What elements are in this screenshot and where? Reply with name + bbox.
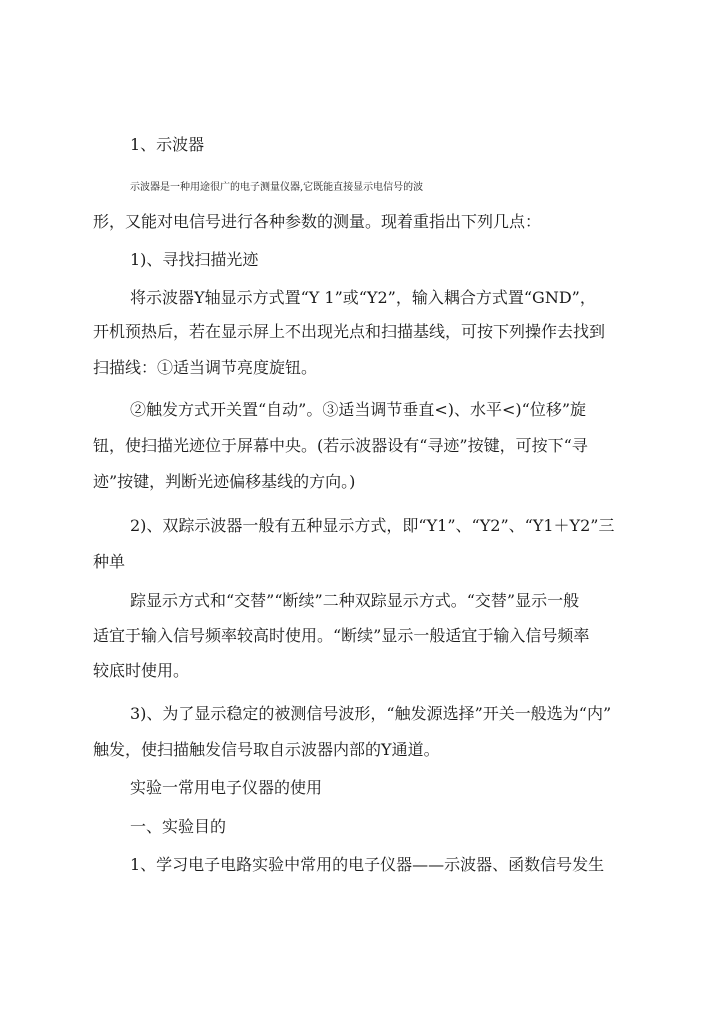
paragraph-line: ②触发方式开关置“自动”。③适当调节垂直<)、水平<)“位移”旋 [130, 400, 587, 419]
paragraph-line: 2)、双踪示波器一般有五种显示方式，即“Y1”、“Y2”、“Y1＋Y2”三 [130, 516, 615, 535]
paragraph-line: 示波器是一种用途很广的电子测量仪器,它既能直接显示电信号的波 [130, 182, 424, 193]
paragraph-line: 迹”按键，判断光迹偏移基线的方向。) [93, 472, 356, 491]
paragraph-line: 较底时使用。 [93, 661, 190, 680]
section-heading-oscilloscope: 1、示波器 [130, 135, 205, 154]
experiment-title: 实验一常用电子仪器的使用 [130, 778, 323, 797]
paragraph-line: 扫描线：①适当调节亮度旋钮。 [93, 358, 318, 377]
paragraph-line: 将示波器Y轴显示方式置“Y 1”或“Y2”，输入耦合方式置“GND”， [130, 288, 596, 307]
paragraph-line: 形，又能对电信号进行各种参数的测量。现着重指出下列几点： [93, 212, 542, 231]
section-heading-objectives: 一、实验目的 [130, 817, 227, 836]
subheading-find-trace: 1)、寻找扫描光迹 [130, 250, 259, 269]
paragraph-line: 触发，使扫描触发信号取自示波器内部的Y通道。 [93, 740, 440, 759]
paragraph-line: 种单 [93, 552, 126, 571]
paragraph-line: 开机预热后，若在显示屏上不出现光点和扫描基线，可按下列操作去找到 [93, 322, 606, 341]
paragraph-line: 适宜于输入信号频率较高时使用。“断续”显示一般适宜于输入信号频率 [93, 626, 590, 645]
paragraph-line: 1、学习电子电路实验中常用的电子仪器——示波器、函数信号发生 [130, 855, 605, 874]
paragraph-line: 3)、为了显示稳定的被测信号波形，“触发源选择”开关一般选为“内” [130, 704, 612, 723]
paragraph-line: 钮，使扫描光迹位于屏幕中央。(若示波器设有“寻迹”按键，可按下“寻 [93, 436, 588, 455]
paragraph-line: 踪显示方式和“交替”“断续”二种双踪显示方式。“交替”显示一般 [130, 591, 580, 610]
